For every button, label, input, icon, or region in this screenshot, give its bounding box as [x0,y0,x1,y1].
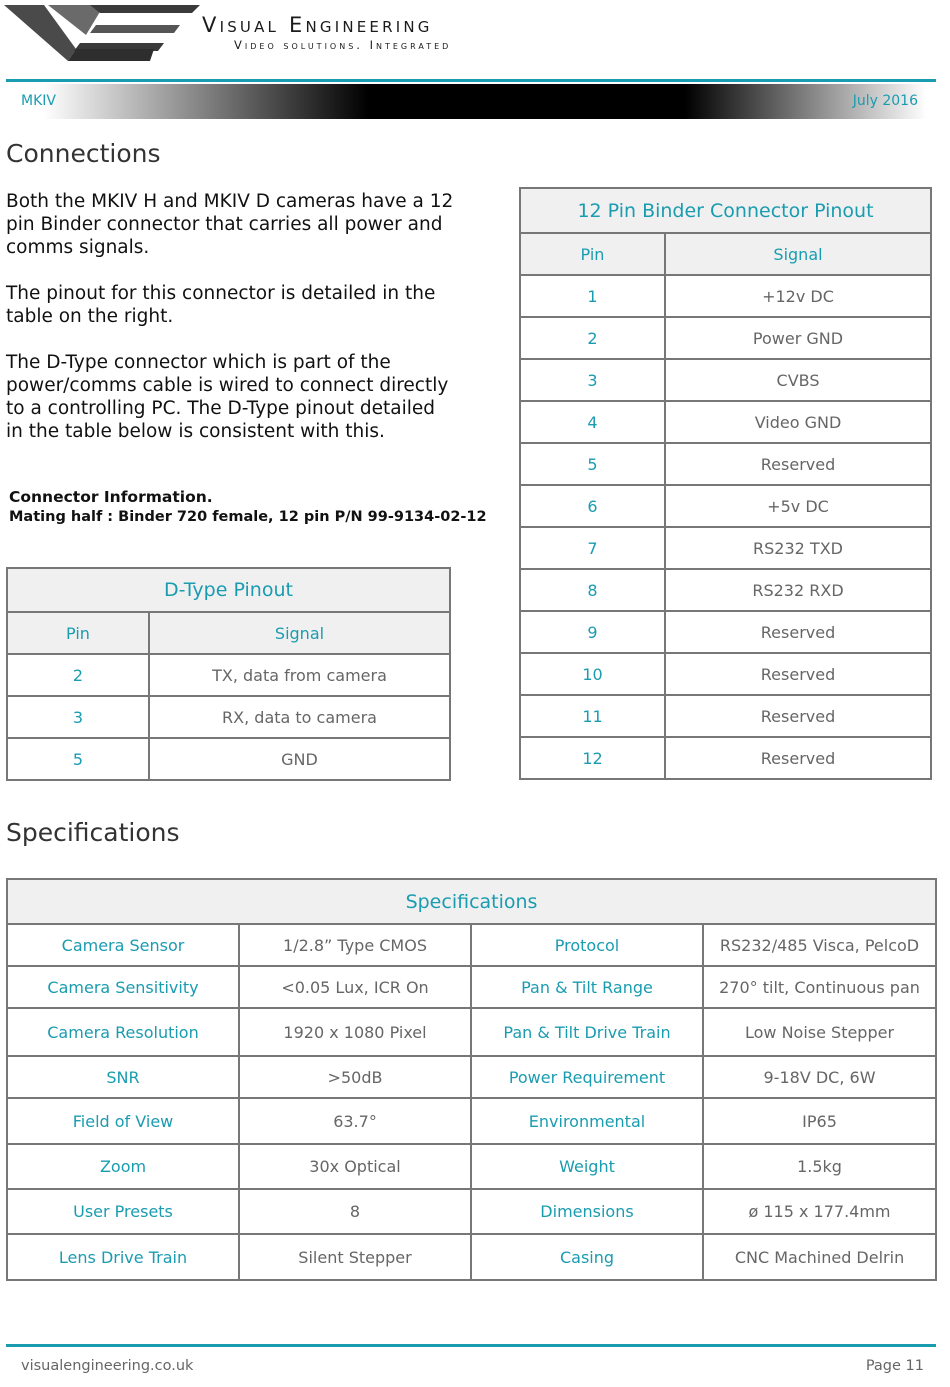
dtype-header-signal: Signal [149,612,450,654]
pin-cell: 1 [520,275,665,317]
table-row [7,738,450,780]
table-row [520,737,931,779]
binder-header-pin: Pin [520,233,665,275]
signal-cell: +5v DC [665,485,931,527]
table-row [520,317,931,359]
pin-cell: 11 [520,695,665,737]
table-row [520,443,931,485]
table-row [7,924,936,966]
spec-value: Silent Stepper [239,1234,471,1280]
spec-value: 9-18V DC, 6W [703,1056,936,1098]
pin-cell: 2 [7,654,149,696]
spec-value: 1920 x 1080 Pixel [239,1008,471,1056]
connections-heading: Connections [6,139,161,168]
table-row [7,1144,936,1189]
signal-cell: +12v DC [665,275,931,317]
signal-cell: Reserved [665,695,931,737]
spec-label: Power Requirement [471,1056,703,1098]
signal-cell: Power GND [665,317,931,359]
header-gradient-bar [6,84,936,119]
spec-value: ø 115 x 177.4mm [703,1189,936,1234]
spec-value: >50dB [239,1056,471,1098]
pin-cell: 8 [520,569,665,611]
page-number: Page 11 [865,1358,924,1374]
signal-cell: Reserved [665,611,931,653]
pin-cell: 7 [520,527,665,569]
connections-paragraph-3: The D-Type connector which is part of the power/comms cable is wired to connect directly to a controlling PC. The D-Type pinout detailed in the table below is consistent with this. [6,352,449,442]
table-row [7,1189,936,1234]
spec-value: 1/2.8” Type CMOS [239,924,471,966]
connector-information [9,488,487,525]
table-row [7,1056,936,1098]
spec-value: Low Noise Stepper [703,1008,936,1056]
spec-value: CNC Machined Delrin [703,1234,936,1280]
pin-cell: 5 [520,443,665,485]
header-divider [6,79,936,82]
signal-cell: RX, data to camera [149,696,450,738]
specifications-table [6,878,937,1281]
table-row [7,1008,936,1056]
signal-cell: Reserved [665,737,931,779]
spec-label: Casing [471,1234,703,1280]
company-logo [4,3,200,65]
pin-cell: 10 [520,653,665,695]
signal-cell: TX, data from camera [149,654,450,696]
spec-value: 63.7° [239,1098,471,1144]
dtype-pinout-table [6,567,451,781]
binder-header-signal: Signal [665,233,931,275]
table-row [520,611,931,653]
table-row [520,359,931,401]
dtype-table-title: D-Type Pinout [7,568,450,612]
table-row [520,527,931,569]
pin-cell: 9 [520,611,665,653]
pin-cell: 12 [520,737,665,779]
spec-label: Pan & Tilt Range [471,966,703,1008]
pin-cell: 2 [520,317,665,359]
footer-divider [6,1344,936,1347]
spec-label: SNR [7,1056,239,1098]
pin-cell: 4 [520,401,665,443]
specifications-heading: Specifications [6,818,180,847]
table-row [520,695,931,737]
spec-value: IP65 [703,1098,936,1144]
document-date: July 2016 [852,93,918,109]
signal-cell: Reserved [665,443,931,485]
table-row [520,401,931,443]
dtype-header-pin: Pin [7,612,149,654]
pin-cell: 3 [7,696,149,738]
connections-paragraph-1: Both the MKIV H and MKIV D cameras have a 12 pin Binder connector that carries all power and comms signals. [6,191,454,258]
company-name: Visual Engineering [202,13,433,37]
table-row [520,653,931,695]
spec-label: Camera Sensitivity [7,966,239,1008]
signal-cell: RS232 RXD [665,569,931,611]
spec-value: <0.05 Lux, ICR On [239,966,471,1008]
spec-value: 30x Optical [239,1144,471,1189]
document-name: MKIV [21,93,56,109]
table-row [7,1098,936,1144]
connector-info-mating-half: Mating half : Binder 720 female, 12 pin P/N 99-9134-02-12 [9,509,487,525]
spec-value: 1.5kg [703,1144,936,1189]
spec-label: Environmental [471,1098,703,1144]
spec-label: Field of View [7,1098,239,1144]
table-row [7,1234,936,1280]
footer-website-link[interactable]: visualengineering.co.uk [21,1358,194,1374]
connector-info-title: Connector Information. [9,488,213,506]
table-row [7,696,450,738]
signal-cell: CVBS [665,359,931,401]
table-row [520,485,931,527]
spec-value: RS232/485 Visca, PelcoD [703,924,936,966]
pin-cell: 3 [520,359,665,401]
spec-label: Weight [471,1144,703,1189]
binder-table-title: 12 Pin Binder Connector Pinout [520,188,931,233]
spec-label: Camera Sensor [7,924,239,966]
binder-pinout-table [519,187,932,780]
spec-value: 8 [239,1189,471,1234]
pin-cell: 6 [520,485,665,527]
connections-paragraph-2: The pinout for this connector is detailed in the table on the right. [6,283,436,327]
spec-label: Pan & Tilt Drive Train [471,1008,703,1056]
signal-cell: GND [149,738,450,780]
signal-cell: RS232 TXD [665,527,931,569]
signal-cell: Video GND [665,401,931,443]
pin-cell: 5 [7,738,149,780]
specifications-table-title: Specifications [7,879,936,924]
company-tagline: Video solutions. Integrated [234,38,452,52]
spec-label: Lens Drive Train [7,1234,239,1280]
spec-label: Dimensions [471,1189,703,1234]
signal-cell: Reserved [665,653,931,695]
spec-value: 270° tilt, Continuous pan [703,966,936,1008]
table-row [7,654,450,696]
table-row [7,966,936,1008]
table-row [520,275,931,317]
spec-label: Zoom [7,1144,239,1189]
table-row [520,569,931,611]
spec-label: Protocol [471,924,703,966]
spec-label: User Presets [7,1189,239,1234]
spec-label: Camera Resolution [7,1008,239,1056]
